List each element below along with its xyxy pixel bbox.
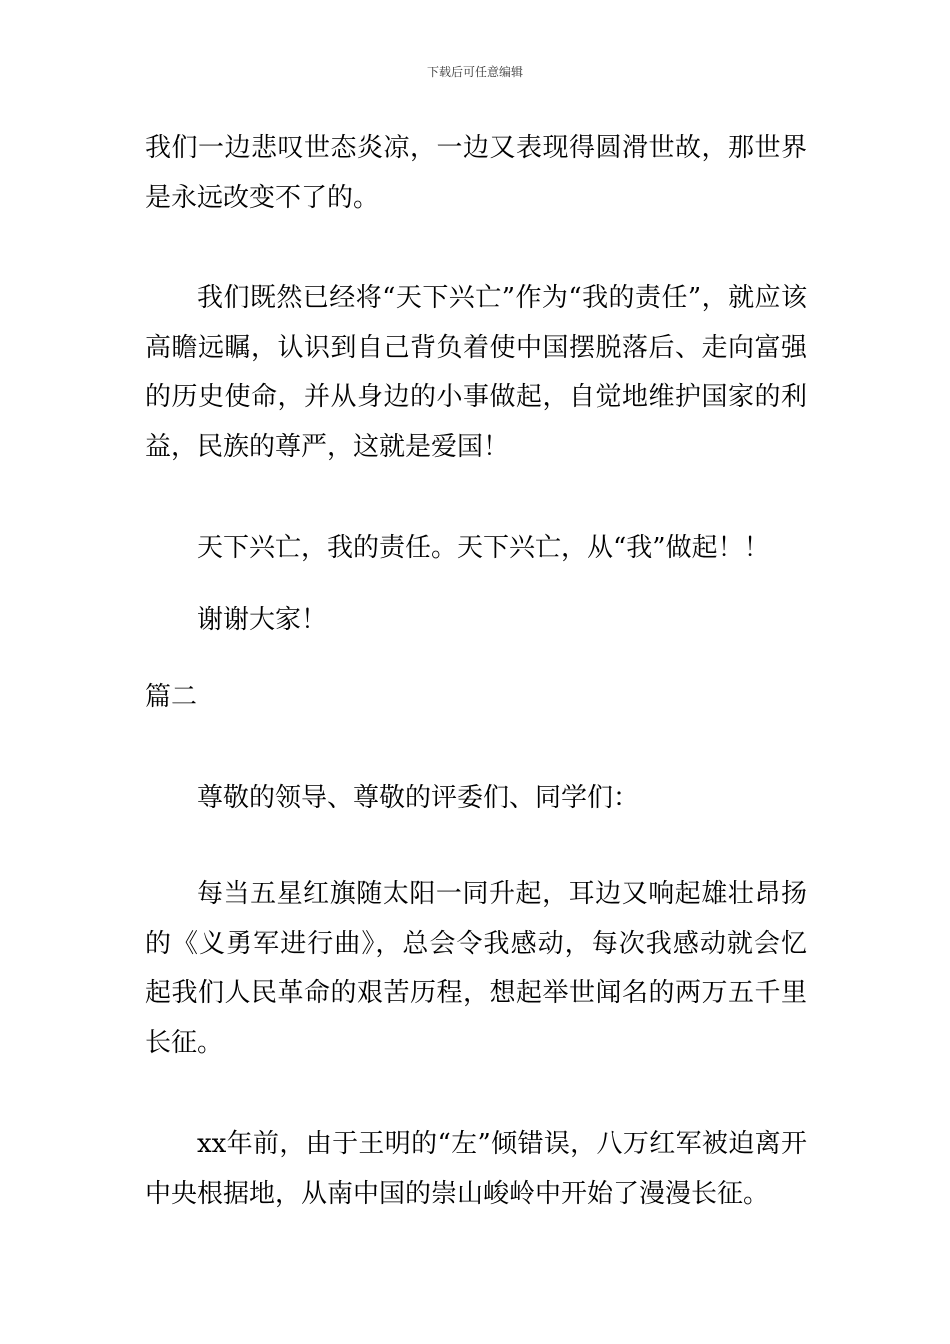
body-text [145, 524, 807, 574]
salutation: 尊敬的领导、尊敬的评委们、同学们： [197, 783, 640, 813]
paragraph: 天下兴亡，我的责任。天下兴亡，从“我”做起！！ [197, 533, 770, 563]
paragraph: 我们一边悲叹世态炎凉，一边又表现得圆滑世故，那世界是永远改变不了的。 [145, 133, 807, 213]
paragraph: 每当五星红旗随太阳一同升起，耳边又响起雄壮昂扬的《义勇军进行曲》，总会令我感动，每次我感动就会忆起我们人民革命的艰苦历程，想起举世闻名的两万五千里长征。 [145, 879, 807, 1058]
body-text [145, 596, 807, 646]
body-text [145, 274, 807, 472]
page-header: 下载后可任意编辑 [426, 65, 523, 79]
body-text [145, 870, 807, 1068]
paragraph: xx年前，由于王明的“左”倾错误，八万红军被迫离开中央根据地，从南中国的崇山峻岭中开始了漫漫长征。 [145, 1129, 807, 1209]
body-text [145, 673, 807, 723]
body-text [145, 1120, 807, 1219]
body-text [145, 124, 807, 223]
closing-line: 谢谢大家！ [197, 605, 328, 635]
section-heading: 篇二 [145, 682, 198, 712]
paragraph: 我们既然已经将“天下兴亡”作为“我的责任”，就应该高瞻远瞩，认识到自己背负着使中国摆脱落后、走向富强的历史使命，并从身边的小事做起，自觉地维护国家的利益，民族的尊严，这就是爱国！ [145, 283, 807, 462]
body-text [145, 774, 807, 824]
